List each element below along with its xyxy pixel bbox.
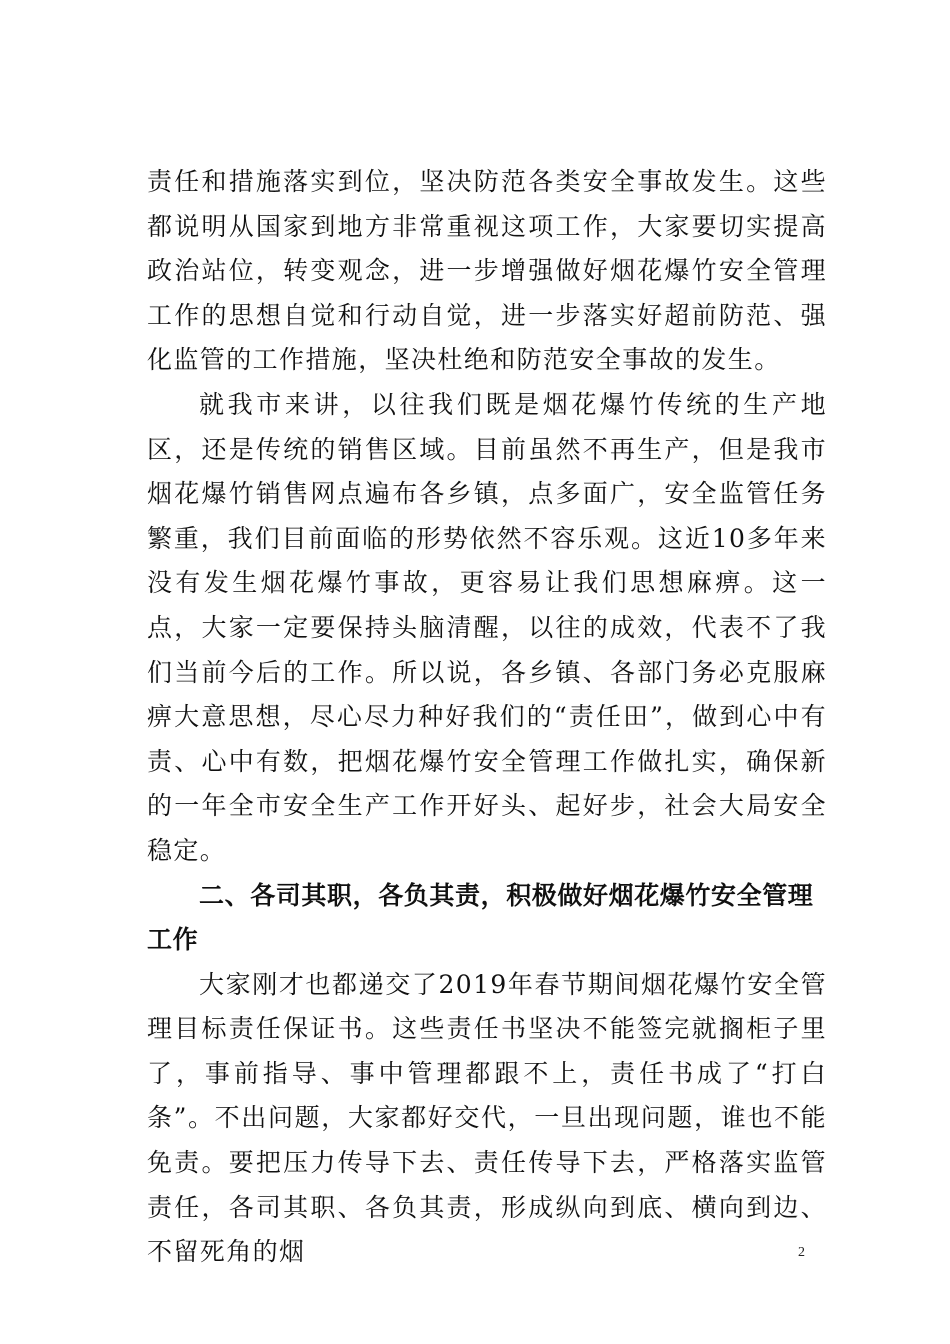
paragraph-continuation: 责任和措施落实到位，坚决防范各类安全事故发生。这些都说明从国家到地方非常重视这项工作，大家要切实提高政治站位，转变观念，进一步增强做好烟花爆竹安全管理工作的思想自觉和行动自觉，进一步落实好超前防范、强化监管的工作措施，坚决杜绝和防范安全事故的发生。: [147, 167, 827, 375]
paragraph-local-situation: 就我市来讲，以往我们既是烟花爆竹传统的生产地区，还是传统的销售区域。目前虽然不再生产，但是我市烟花爆竹销售网点遍布各乡镇，点多面广，安全监管任务繁重，我们目前面临的形势依然不容乐观。这近10多年来没有发生烟花爆竹事故，更容易让我们思想麻痹。这一点，大家一定要保持头脑清醒，以往的成效，代表不了我们当前今后的工作。所以说，各乡镇、各部门务必克服麻痹大意思想，尽心尽力种好我们的“责任田”，做到心中有责、心中有数，把烟花爆竹安全管理工作做扎实，确保新的一年全市安全生产工作开好头、起好步，社会大局安全稳定。: [147, 389, 827, 865]
paragraph-responsibility: 大家刚才也都递交了2019年春节期间烟花爆竹安全管理目标责任保证书。这些责任书坚决不能签完就搁柜子里了，事前指导、事中管理都跟不上，责任书成了“打白条”。不出问题，大家都好交代，一旦出现问题，谁也不能免责。要把压力传导下去、责任传导下去，严格落实监管责任，各司其职、各负其责，形成纵向到底、横向到边、不留死角的烟: [147, 969, 827, 1267]
page-number: 2: [798, 1245, 805, 1260]
section-heading: 二、各司其职，各负其责，积极做好烟花爆竹安全管理工作: [147, 880, 814, 955]
document-body: [147, 160, 827, 1275]
